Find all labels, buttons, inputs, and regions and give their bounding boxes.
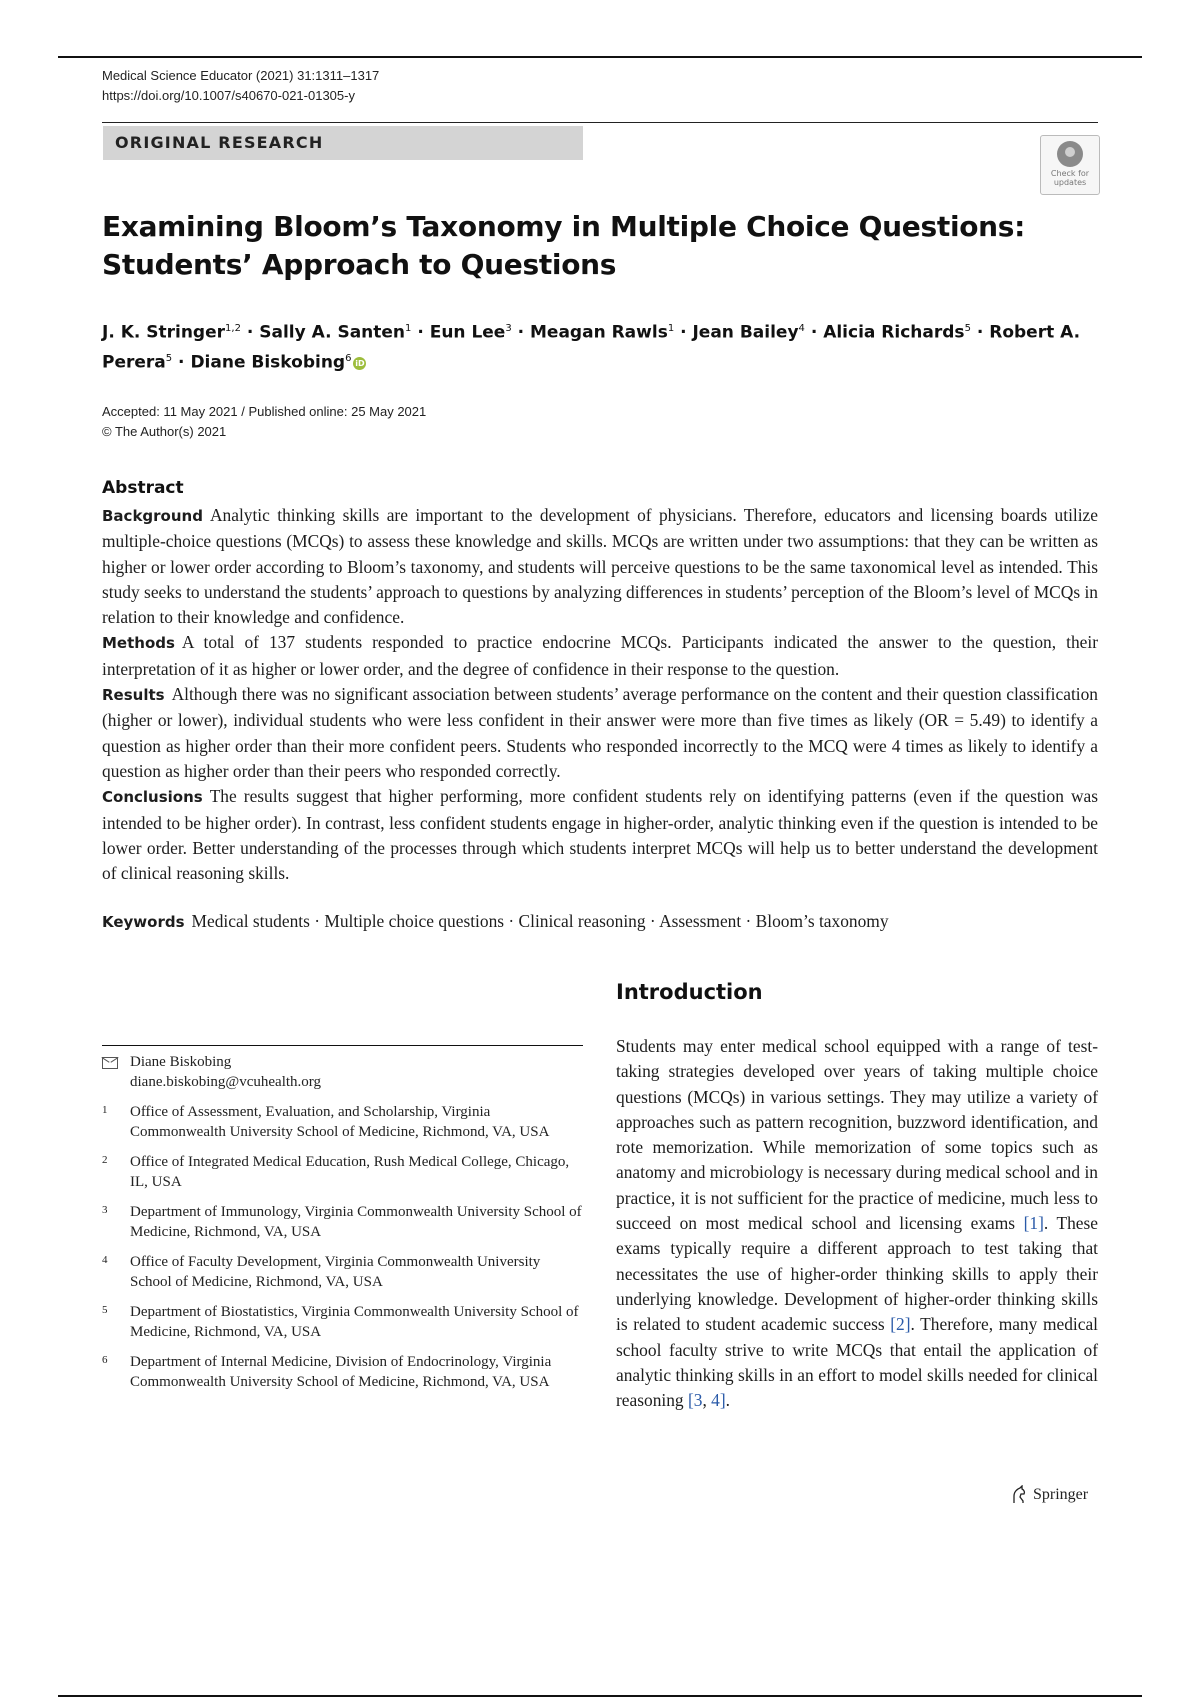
author-separator: · (674, 322, 693, 343)
author-affiliation-mark: 1 (667, 323, 675, 334)
bottom-rule (58, 1695, 1142, 1697)
affiliation-number: 5 (102, 1304, 108, 1316)
affiliation-text: Office of Faculty Development, Virginia Commonwealth University School of Medicine, Richmond, VA, USA (130, 1254, 541, 1290)
publisher-logo (1010, 1485, 1088, 1505)
affiliation-list (102, 1102, 583, 1392)
affiliation-number: 2 (102, 1154, 108, 1166)
corresponding-name: Diane Biskobing (130, 1054, 232, 1070)
intro-text: Students may enter medical school equipped with a range of test-taking strategies developed over years of taking multiple choice questions (MCQs) in various settings. They may utilize a variety of approaches such as pattern recognition, buzzword identification, and rote memorization. While memorization of some topics such as anatomy and microbiology is necessary during medical school and in practice, it is not sufficient for the practice of medicine, much less to succeed on most medical school and licensing exams (616, 1036, 1098, 1234)
author-separator: · (172, 352, 191, 373)
abstract-background (102, 503, 1098, 630)
author-separator: · (240, 322, 260, 343)
introduction-paragraph (616, 1034, 1098, 1413)
abstract-heading: Abstract (102, 478, 184, 498)
author-list (102, 316, 1102, 375)
citation-link[interactable]: 4] (711, 1390, 726, 1411)
section-label: ORIGINAL RESEARCH (103, 126, 583, 160)
citation-link[interactable]: [3 (687, 1390, 703, 1411)
footnotes (102, 1052, 583, 1402)
abstract-text: A total of 137 students responded to practice endocrine MCQs. Participants indicated the answer to the question, their interpretation of it as higher or lower order, and the degree of confidence in their response to the question. (102, 632, 1098, 679)
author-separator: · (511, 322, 531, 343)
intro-text: . Therefore, many medical school faculty strive to write MCQs that entail the application of analytic thinking skills in an effort to model skills needed for clinical reasoning (616, 1314, 1098, 1411)
introduction-body (616, 1034, 1098, 1413)
author-name[interactable]: Meagan Rawls (530, 322, 668, 343)
affiliation-text: Department of Biostatistics, Virginia Commonwealth University School of Medicine, Richmond, VA, USA (130, 1304, 579, 1340)
author-affiliation-mark: 3 (505, 323, 512, 334)
author-affiliation-mark: 1,2 (225, 323, 241, 334)
abstract-conclusions (102, 784, 1098, 886)
abstract-label: Background (102, 507, 203, 525)
abstract-body (102, 503, 1098, 886)
affiliation-text: Department of Internal Medicine, Division of Endocrinology, Virginia Commonwealth University School of Medicine, Richmond, VA, USA (130, 1354, 552, 1390)
affiliation-text: Department of Immunology, Virginia Commonwealth University School of Medicine, Richmond, VA, USA (130, 1204, 582, 1240)
footnote-rule (102, 1045, 583, 1046)
author-name[interactable]: Alicia Richards (823, 322, 965, 343)
author-name[interactable]: Eun Lee (429, 322, 506, 343)
check-for-updates-button[interactable] (1040, 135, 1100, 195)
abstract-text: The results suggest that higher performing, more confident students rely on identifying patterns (even if the question was intended to be higher order). In contrast, less confident students engage in higher-order, analytic thinking even if the question is intended to be lower order. Better understanding of the processes through which students interpret MCQs will help us to better understand the development of clinical reasoning skills. (102, 786, 1098, 884)
affiliation-text: Office of Integrated Medical Education, Rush Medical College, Chicago, IL, USA (130, 1154, 570, 1190)
author-separator: · (970, 322, 990, 343)
abstract-results (102, 682, 1098, 784)
author-affiliation-mark: 6 (345, 352, 352, 364)
affiliation-number: 6 (102, 1354, 108, 1366)
citation-link[interactable]: [2] (890, 1314, 911, 1335)
introduction-heading: Introduction (616, 980, 763, 1004)
affiliation-item (102, 1302, 583, 1342)
affiliation-item (102, 1152, 583, 1192)
author-affiliation-mark: 1 (405, 323, 412, 334)
check-for-updates-icon (1057, 141, 1083, 167)
citation-separator: , (702, 1390, 712, 1411)
keywords-text: Medical students · Multiple choice questions · Clinical reasoning · Assessment · Bloom’s taxonomy (191, 911, 889, 931)
publisher-name: Springer (1033, 1486, 1089, 1503)
journal-info (102, 66, 379, 106)
author-name[interactable]: Robert A. Perera (102, 322, 1081, 373)
orcid-icon[interactable]: iD (355, 359, 365, 369)
abstract-text: Analytic thinking skills are important to the development of physicians. Therefore, educators and licensing boards utilize multiple-choice questions (MCQs) to assess these knowledge and skills. MCQs are written under two assumptions: that they can be written as higher or lower order according to Bloom’s taxonomy, and students will perceive questions to be the same taxonomical level as intended. This study seeks to understand the students’ approach to questions by analyzing differences in students’ perception of the Bloom’s level of MCQs in relation to their knowledge and confidence. (102, 505, 1098, 628)
copyright: © The Author(s) 2021 (102, 424, 227, 439)
top-rule (58, 56, 1142, 58)
publication-dates (102, 402, 426, 442)
intro-text: . (725, 1390, 731, 1411)
springer-horse-icon (1010, 1485, 1028, 1505)
intro-text: . These exams typically require a different approach to test taking that necessitates the use of higher-order thinking skills to apply their underlying knowledge. Development of higher-order thinking skills is related to student academic success (616, 1213, 1099, 1335)
affiliation-item (102, 1252, 583, 1292)
citation-link[interactable]: [1] (1023, 1213, 1044, 1234)
affiliation-number: 4 (102, 1254, 108, 1266)
affiliation-item (102, 1352, 583, 1392)
accepted-published-date: Accepted: 11 May 2021 / Published online: 25 May 2021 (102, 404, 427, 419)
author-separator: · (411, 322, 430, 343)
author-affiliation-mark: 5 (964, 323, 971, 334)
author-separator: · (804, 322, 824, 343)
author-name[interactable]: Sally A. Santen (259, 322, 406, 343)
envelope-icon (102, 1057, 118, 1069)
abstract-label: Conclusions (102, 788, 203, 807)
header-rule (102, 122, 1098, 123)
check-for-updates-label-1: Check for (1050, 169, 1090, 178)
journal-citation: Medical Science Educator (2021) 31:1311–1317 (102, 68, 380, 83)
abstract-methods (102, 630, 1098, 682)
doi-link[interactable]: https://doi.org/10.1007/s40670-021-01305-y (102, 88, 355, 103)
author-affiliation-mark: 5 (165, 352, 173, 364)
affiliation-number: 3 (102, 1204, 108, 1216)
author-name[interactable]: Diane Biskobing (190, 352, 346, 373)
author-affiliation-mark: 4 (798, 323, 805, 334)
corresponding-author (102, 1052, 583, 1092)
author-name[interactable]: Jean Bailey (692, 322, 799, 343)
affiliation-item (102, 1102, 583, 1142)
abstract-text: Although there was no significant association between students’ average performance on the content and their question classification (higher or lower), individual students who were less confident in their answer were more than five times as likely (OR = 5.49) to identify a question as higher order than their more confident peers. Students who responded incorrectly to the MCQ were 4 times as likely to identify a question as higher order than their peers who responded correctly. (102, 684, 1098, 781)
paper-title: Examining Bloom’s Taxonomy in Multiple Choice Questions: Students’ Approach to Questions (102, 210, 1026, 281)
keywords (102, 908, 1098, 935)
author-name[interactable]: J. K. Stringer (102, 322, 226, 343)
abstract-label: Results (102, 686, 165, 705)
affiliation-text: Office of Assessment, Evaluation, and Scholarship, Virginia Commonwealth University School of Medicine, Richmond, VA, USA (130, 1104, 550, 1140)
affiliation-item (102, 1202, 583, 1242)
check-for-updates-label-2: updates (1053, 178, 1087, 187)
corresponding-email[interactable]: diane.biskobing@vcuhealth.org (130, 1074, 322, 1090)
keywords-label: Keywords (102, 913, 185, 931)
abstract-label: Methods (102, 634, 175, 653)
affiliation-number: 1 (102, 1104, 108, 1116)
